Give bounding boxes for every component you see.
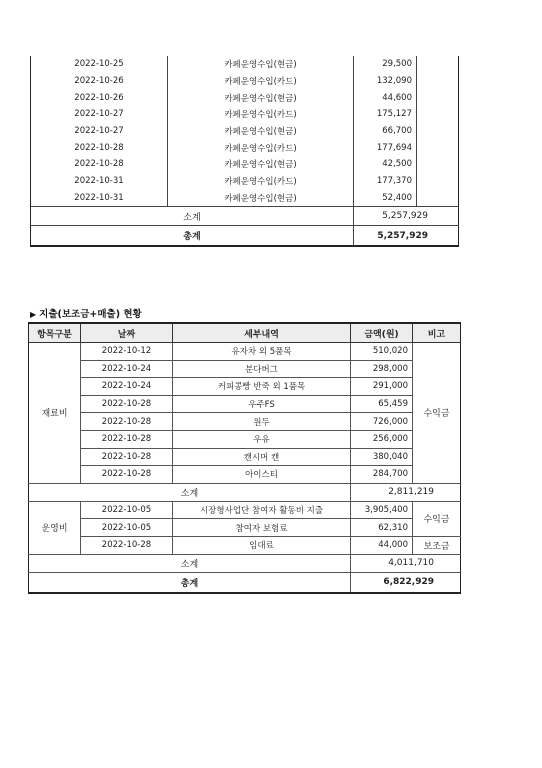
date-cell: 2022-10-24 — [81, 360, 173, 378]
table-row — [29, 430, 461, 448]
amount-cell: 44,000 — [351, 536, 413, 554]
table-row — [31, 123, 459, 140]
detail-cell: 우주FS — [173, 395, 351, 413]
amount-cell: 256,000 — [351, 430, 413, 448]
header-date: 날짜 — [81, 323, 173, 343]
subtotal-row — [29, 483, 461, 501]
note-cell — [417, 173, 459, 190]
detail-cell: 우유 — [173, 430, 351, 448]
amount-cell: 3,905,400 — [351, 501, 413, 519]
table-row — [29, 519, 461, 537]
section-title — [30, 306, 142, 320]
table-row — [29, 466, 461, 484]
subtotal-label: 소계 — [29, 483, 351, 501]
table-row — [31, 73, 459, 90]
section-title-text: 지출(보조금+매출) 현황 — [39, 309, 142, 320]
detail-cell: 원두 — [173, 413, 351, 431]
date-cell: 2022-10-28 — [81, 395, 173, 413]
subtotal-label: 소계 — [29, 554, 351, 572]
subtotal-value: 2,811,219 — [351, 483, 461, 501]
amount-cell: 177,370 — [354, 173, 417, 190]
date-cell: 2022-10-28 — [31, 156, 168, 173]
amount-cell: 291,000 — [351, 378, 413, 396]
detail-cell: 임대료 — [173, 536, 351, 554]
amount-cell: 298,000 — [351, 360, 413, 378]
detail-cell: 시장형사업단 참여자 활동비 지출 — [173, 501, 351, 519]
header-amount: 금액(원) — [351, 323, 413, 343]
date-cell: 2022-10-31 — [31, 190, 168, 207]
table-row — [31, 156, 459, 173]
date-cell: 2022-10-05 — [81, 501, 173, 519]
date-cell: 2022-10-27 — [31, 106, 168, 123]
date-cell: 2022-10-26 — [31, 89, 168, 106]
amount-cell: 380,040 — [351, 448, 413, 466]
date-cell: 2022-10-12 — [81, 343, 173, 361]
description-cell: 카페운영수입(현금) — [168, 56, 354, 73]
date-cell: 2022-10-05 — [81, 519, 173, 537]
description-cell: 카페운영수입(카드) — [168, 73, 354, 90]
date-cell: 2022-10-27 — [31, 123, 168, 140]
table-row — [31, 106, 459, 123]
amount-cell: 726,000 — [351, 413, 413, 431]
table-row — [29, 360, 461, 378]
date-cell: 2022-10-25 — [31, 56, 168, 73]
total-value: 5,257,929 — [354, 226, 459, 247]
total-row — [31, 226, 459, 247]
note-cell — [417, 73, 459, 90]
note-cell: 수익금 — [413, 501, 461, 536]
subtotal-value: 4,011,710 — [351, 554, 461, 572]
amount-cell: 29,500 — [354, 56, 417, 73]
table-row — [29, 413, 461, 431]
date-cell: 2022-10-26 — [31, 73, 168, 90]
amount-cell: 177,694 — [354, 139, 417, 156]
date-cell: 2022-10-31 — [31, 173, 168, 190]
note-cell — [417, 190, 459, 207]
category-cell: 운영비 — [29, 501, 81, 554]
header-detail: 세부내역 — [173, 323, 351, 343]
table-row — [29, 395, 461, 413]
table-row — [29, 343, 461, 361]
note-cell — [417, 56, 459, 73]
amount-cell: 175,127 — [354, 106, 417, 123]
note-cell: 보조금 — [413, 536, 461, 554]
table-row — [31, 56, 459, 73]
subtotal-value: 5,257,929 — [354, 207, 459, 226]
date-cell: 2022-10-28 — [81, 466, 173, 484]
amount-cell: 66,700 — [354, 123, 417, 140]
date-cell: 2022-10-28 — [81, 413, 173, 431]
total-label: 총계 — [31, 226, 354, 247]
detail-cell: 참여자 보험료 — [173, 519, 351, 537]
total-label: 총계 — [29, 572, 351, 593]
detail-cell: 유자차 외 5품목 — [173, 343, 351, 361]
amount-cell: 44,600 — [354, 89, 417, 106]
detail-cell: 캔시머 캔 — [173, 448, 351, 466]
table-row — [31, 89, 459, 106]
header-category: 항목구분 — [29, 323, 81, 343]
header-note: 비고 — [413, 323, 461, 343]
description-cell: 카페운영수입(현금) — [168, 123, 354, 140]
income-table — [30, 56, 459, 247]
description-cell: 카페운영수입(현금) — [168, 89, 354, 106]
note-cell — [417, 89, 459, 106]
amount-cell: 132,090 — [354, 73, 417, 90]
table-row — [29, 536, 461, 554]
header-row — [29, 323, 461, 343]
table-row — [29, 501, 461, 519]
note-cell: 수익금 — [413, 343, 461, 484]
table-row — [29, 378, 461, 396]
amount-cell: 65,459 — [351, 395, 413, 413]
description-cell: 카페운영수입(카드) — [168, 139, 354, 156]
subtotal-row — [31, 207, 459, 226]
amount-cell: 284,700 — [351, 466, 413, 484]
table-row — [31, 173, 459, 190]
note-cell — [417, 156, 459, 173]
date-cell: 2022-10-28 — [31, 139, 168, 156]
date-cell: 2022-10-28 — [81, 536, 173, 554]
expense-table — [28, 322, 461, 594]
date-cell: 2022-10-24 — [81, 378, 173, 396]
amount-cell: 42,500 — [354, 156, 417, 173]
triangle-right-icon: ▶ — [30, 310, 37, 319]
table-row — [31, 139, 459, 156]
table-row — [31, 190, 459, 207]
note-cell — [417, 123, 459, 140]
note-cell — [417, 106, 459, 123]
date-cell: 2022-10-28 — [81, 430, 173, 448]
amount-cell: 62,310 — [351, 519, 413, 537]
date-cell: 2022-10-28 — [81, 448, 173, 466]
description-cell: 카페운영수입(현금) — [168, 156, 354, 173]
total-value: 6,822,929 — [351, 572, 461, 593]
table-row — [29, 448, 461, 466]
detail-cell: 분다버그 — [173, 360, 351, 378]
subtotal-label: 소계 — [31, 207, 354, 226]
subtotal-row — [29, 554, 461, 572]
amount-cell: 510,020 — [351, 343, 413, 361]
description-cell: 카페운영수입(현금) — [168, 190, 354, 207]
detail-cell: 커피콩빵 반죽 외 1품목 — [173, 378, 351, 396]
category-cell: 재료비 — [29, 343, 81, 484]
detail-cell: 아이스티 — [173, 466, 351, 484]
description-cell: 카페운영수입(카드) — [168, 173, 354, 190]
amount-cell: 52,400 — [354, 190, 417, 207]
total-row — [29, 572, 461, 593]
note-cell — [417, 139, 459, 156]
description-cell: 카페운영수입(카드) — [168, 106, 354, 123]
